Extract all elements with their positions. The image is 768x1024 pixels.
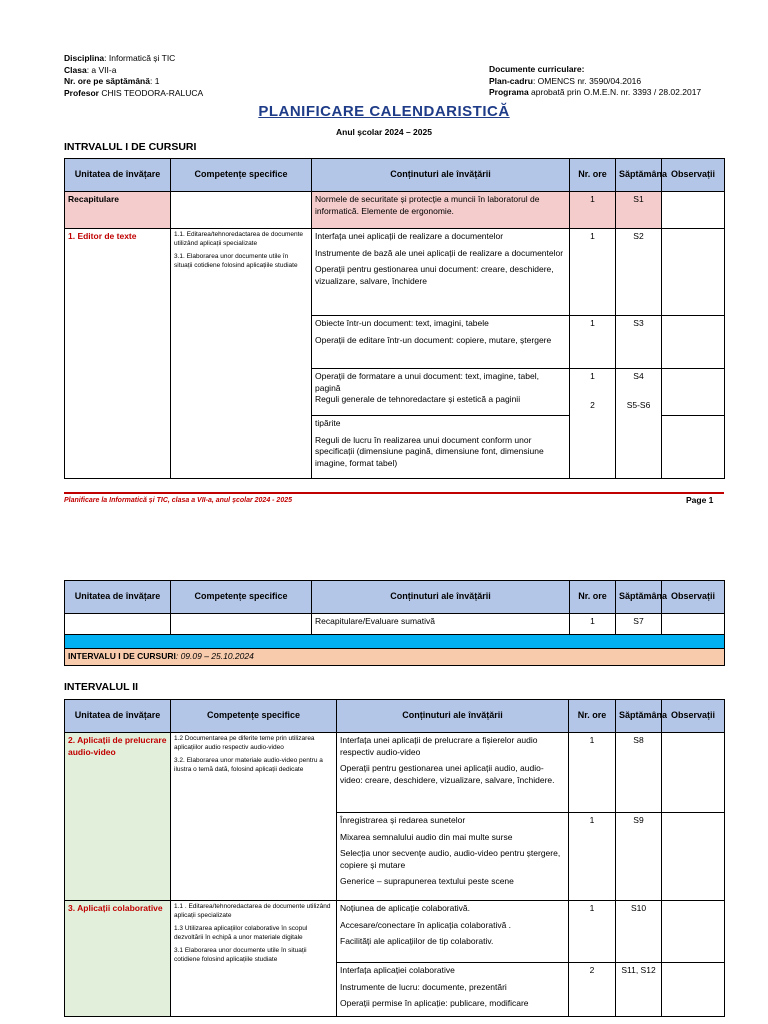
hours-cell: 1 2 — [570, 369, 616, 479]
week-cell: S11, S12 — [616, 963, 662, 1017]
week-cell: S3 — [616, 316, 662, 369]
school-year: Anul școlar 2024 – 2025 — [336, 127, 432, 137]
unit-cell — [65, 614, 171, 635]
header-right — [489, 64, 701, 99]
content-item: Noțiunea de aplicație colaborativă. — [340, 903, 470, 913]
table-header-row — [65, 159, 725, 192]
table-row — [65, 901, 725, 963]
class-line: Clasa: a VII-a — [64, 64, 117, 75]
table-row — [65, 733, 725, 813]
col-contents-header: Conținuturi ale învățării — [337, 700, 569, 733]
week-cell: S7 — [616, 614, 662, 635]
table-header-row — [65, 581, 725, 614]
col-notes-header: Observații — [662, 581, 725, 614]
col-competences-header: Competențe specifice — [171, 159, 312, 192]
contents-cell — [337, 813, 569, 901]
hours-cell: 1 — [570, 316, 616, 369]
week-cell: S1 — [616, 192, 662, 229]
section-title-interval-1: INTRVALUL I DE CURSURI — [64, 141, 197, 153]
notes-cell — [662, 369, 725, 416]
content-item: tipărite — [315, 418, 341, 428]
unit-cell: 1. Editor de texte — [65, 229, 171, 479]
content-item: Operații de editare într-un document: copiere, mutare, ștergere — [315, 334, 552, 345]
content-item: Operații de formatare a unui document: text, imagine, tabel, pagină — [315, 371, 539, 393]
contents-cell — [312, 369, 570, 416]
competence-item: 1.1. Editarea/tehnoredactarea de documente utilizând aplicații specializate — [174, 231, 304, 247]
contents-cell: Normele de securitate și protecție a muncii în laboratorul de informatică. Elemente de ergonomie. — [312, 192, 570, 229]
page-number: Page 1 — [686, 495, 714, 505]
col-hours-header: Nr. ore — [570, 159, 616, 192]
competences-cell — [171, 614, 312, 635]
col-contents-header: Conținuturi ale învățării — [312, 159, 570, 192]
hours-cell: 1 — [569, 813, 616, 901]
hours-line: Nr. ore pe săptămână: 1 — [64, 76, 160, 86]
col-unit-header: Unitatea de învățare — [65, 159, 171, 192]
footer-text: Planificare la Informatică și TIC, clasa a VII-a, anul școlar 2024 - 2025 — [64, 497, 292, 504]
hours-cell: 1 — [569, 901, 616, 963]
competences-cell — [171, 229, 312, 479]
unit-cell: Recapitulare — [65, 192, 171, 229]
planning-table-1 — [64, 158, 725, 479]
col-notes-header: Observații — [662, 700, 725, 733]
competence-item: 3.1. Elaborarea unor documente utile în situații cotidiene folosind aplicațiile studiate — [174, 253, 298, 269]
col-competences-header: Competențe specifice — [171, 700, 337, 733]
table-row — [65, 192, 725, 229]
page-title: PLANIFICARE CALENDARISTICĂ — [258, 103, 510, 120]
col-week-header: Săptămâna — [616, 159, 662, 192]
content-item: Facilități ale aplicațiilor de tip colaborativ. — [340, 936, 494, 946]
notes-cell — [662, 963, 725, 1017]
col-hours-header: Nr. ore — [569, 700, 616, 733]
content-item: Înregistrarea și redarea sunetelor — [340, 815, 466, 825]
header-left — [64, 53, 203, 99]
contents-cell — [312, 316, 570, 369]
col-notes-header: Observații — [662, 159, 725, 192]
content-item: Interfața aplicației colaborative — [340, 965, 455, 975]
planning-table-3 — [64, 699, 725, 1017]
hours-cell: 1 — [570, 229, 616, 316]
content-item: Interfața unei aplicații de realizare a documentelor — [315, 231, 504, 241]
week-cell: S8 — [616, 733, 662, 813]
content-item: Instrumente de bază ale unei aplicații de realizare a documentelor — [315, 247, 564, 258]
content-item: Generice – suprapunerea textului peste scene — [340, 876, 514, 886]
contents-cell — [337, 901, 569, 963]
table-header-row — [65, 700, 725, 733]
teacher-line: Profesor CHIS TEODORA-RALUCA — [64, 87, 204, 98]
contents-cell — [312, 416, 570, 479]
col-week-header: Săptămâna — [616, 700, 662, 733]
footer-divider — [64, 492, 724, 494]
competences-cell — [171, 733, 337, 901]
program-line: Programa aprobată prin O.M.E.N. nr. 3393 / 28.02.2017 — [489, 87, 702, 97]
hours-cell: 2 — [569, 963, 616, 1017]
week-cell: S9 — [616, 813, 662, 901]
competence-item: 1.1 . Editarea/tehnoredactarea de documente utilizând aplicații specializate — [174, 903, 331, 919]
competence-item: 3.2. Elaborarea unor materiale audio-video pentru a ilustra o temă dată, folosind aplicații dedicate — [174, 757, 323, 773]
competences-cell — [171, 192, 312, 229]
unit-cell: 2. Aplicații de prelucrare audio-video — [65, 733, 171, 901]
content-item: Operații pentru gestionarea unui document: creare, deschidere, vizualizare, salvare, închidere — [315, 264, 554, 286]
notes-cell — [662, 416, 725, 479]
interval-summary-row: INTERVALU I DE CURSURI: 09.09 – 25.10.2024 — [65, 649, 725, 666]
competences-cell — [171, 901, 337, 1017]
content-item: Operații pentru gestionarea unei aplicații audio, audio-video: creare, deschidere, vizualizare, salvare, închidere. — [340, 763, 555, 785]
content-item: Obiecte într-un document: text, imagini, tabele — [315, 318, 489, 328]
competence-item: 1.2 Documentarea pe diferite teme prin utilizarea aplicațiilor audio respectiv audio-video — [174, 735, 315, 751]
content-item: Reguli de lucru în realizarea unui document conform unor specificații (dimensiune pagină, dimensiune font, dimensiune imagine, format tabel) — [315, 434, 544, 468]
table-row — [65, 614, 725, 635]
content-item: Selecția unor secvențe audio, audio-video pentru ștergere, copiere și mutare — [340, 848, 561, 870]
planning-table-2 — [64, 580, 725, 666]
col-competences-header: Competențe specifice — [171, 581, 312, 614]
content-item: Interfața unei aplicații de prelucrare a fișierelor audio respectiv audio-video — [340, 735, 538, 757]
notes-cell — [662, 901, 725, 963]
hours-cell: 1 — [570, 614, 616, 635]
discipline-line: Disciplina: Informatică și TIC — [64, 53, 176, 63]
content-item: Accesare/conectare în aplicația colaborativă . — [340, 919, 512, 930]
section-title-interval-2: INTERVALUL II — [64, 681, 139, 693]
notes-cell — [662, 813, 725, 901]
interval-separator — [65, 635, 725, 649]
week-cell: S4 S5-S6 — [616, 369, 662, 479]
contents-cell — [312, 229, 570, 316]
documents-label: Documente curriculare: — [489, 64, 585, 74]
hours-cell: 1 — [569, 733, 616, 813]
notes-cell — [662, 192, 725, 229]
notes-cell — [662, 614, 725, 635]
plan-line: Plan-cadru: OMENCS nr. 3590/04.2016 — [489, 75, 642, 86]
content-item: Reguli generale de tehnoredactare și estetică a paginii — [315, 394, 521, 404]
contents-cell: Recapitulare/Evaluare sumativă — [312, 614, 570, 635]
content-item: Mixarea semnalului audio din mai multe surse — [340, 831, 513, 842]
col-hours-header: Nr. ore — [570, 581, 616, 614]
notes-cell — [662, 316, 725, 369]
content-item: Instrumente de lucru: documente, prezentări — [340, 981, 507, 992]
notes-cell — [662, 733, 725, 813]
table-row — [65, 229, 725, 316]
col-unit-header: Unitatea de învățare — [65, 581, 171, 614]
col-week-header: Săptămâna — [616, 581, 662, 614]
notes-cell — [662, 229, 725, 316]
unit-cell: 3. Aplicații colaborative — [65, 901, 171, 1017]
col-unit-header: Unitatea de învățare — [65, 700, 171, 733]
competence-item: 3.1 Elaborarea unor documente utile în situații cotidiene folosind aplicațiile studiate — [174, 947, 307, 963]
col-contents-header: Conținuturi ale învățării — [312, 581, 570, 614]
week-cell: S10 — [616, 901, 662, 963]
contents-cell — [337, 963, 569, 1017]
content-item: Operații permise în aplicație: publicare, modificare — [340, 998, 529, 1008]
contents-cell — [337, 733, 569, 813]
week-cell: S2 — [616, 229, 662, 316]
hours-cell: 1 — [570, 192, 616, 229]
competence-item: 1.3 Utilizarea aplicațiilor colaborative în scopul dezvoltării în echipă a unor materiale digitale — [174, 925, 308, 941]
